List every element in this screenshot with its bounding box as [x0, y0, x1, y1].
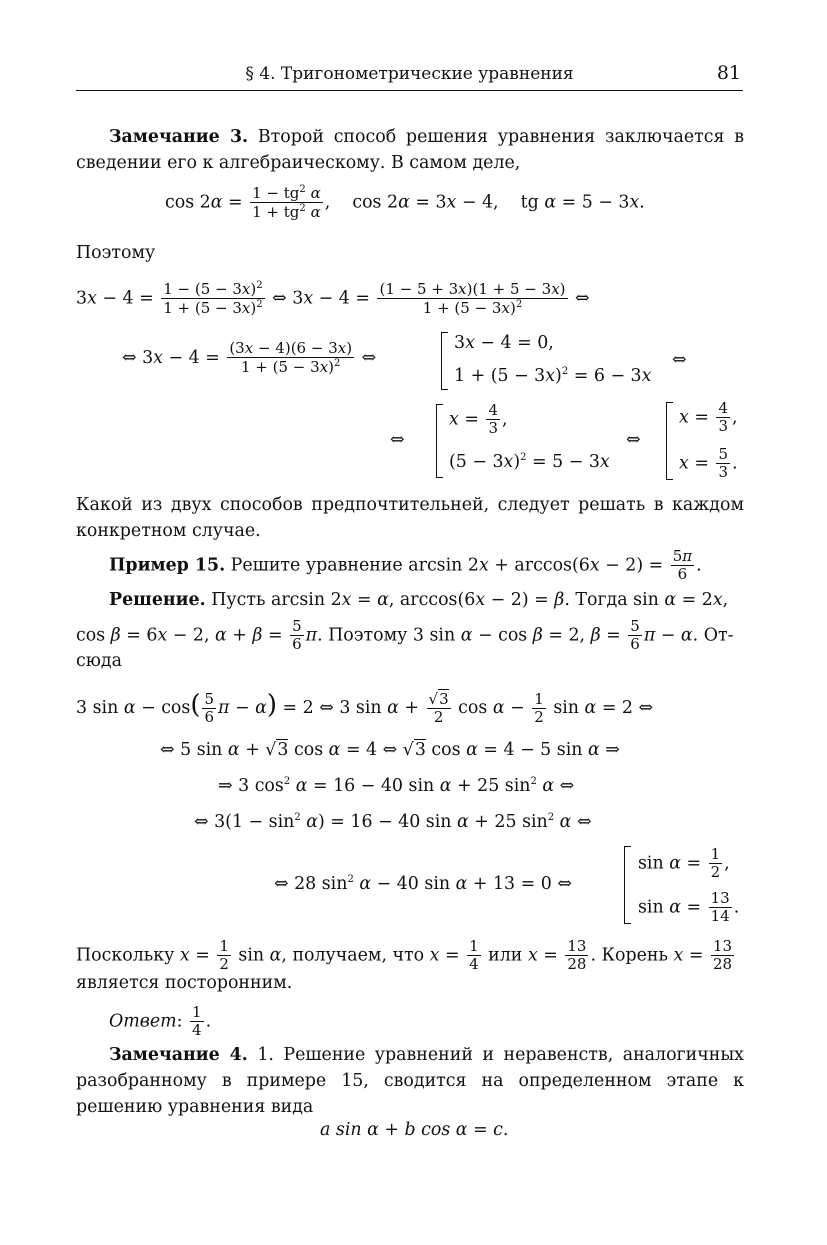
derivation-line-5: ⇔ 28 $\sin^2 \alpha - 40$ sin α + 13 = 0 ⇔ [274, 874, 572, 894]
solution-text: Поэтому [328, 625, 408, 646]
derivation-line-4: ⇔ $3(1 - \sin^2 \alpha) = 16 - 40$ sin α + 25 $\sin^2 \alpha$ ⇔ [194, 812, 592, 832]
formula-cos2a: cos 2α = $\frac{1 - tg^2 \alpha}{1 + tg^2 \alpha}$ , cos 2α = 3x − 4, tg α = 5 − 3x. [165, 184, 645, 222]
equiv-sign: ⇔ [390, 430, 405, 450]
example-15: Пример 15. Решите уравнение arcsin 2x + arccos(6x − 2) = $\frac{5\pi}{6}$ . [109, 547, 702, 584]
derivation-line-1: 3 sin α − cos( $\frac{5}{6}$ π − α) = 2 ⇔ 3 sin α + $\frac{√3}{2}$ cos α − $\frac{1}{2}$ sin α = 2 ⇔ [76, 689, 654, 726]
solution-line-1: Решение. Пусть arcsin 2x = α, arccos(6x − 2) = β. Тогда sin α = 2x, [109, 590, 729, 610]
running-header [76, 60, 743, 91]
system-3-row-1: x = $\frac{4}{3}$ , [679, 399, 738, 436]
system-2-row-2: $(5 - 3x)^2 = 5 - 3x$ [449, 452, 610, 472]
answer: Ответ: $\frac{1}{4}$ . [109, 1003, 212, 1040]
equation-line-1: 3x − 4 = $\frac{1 - (5 - 3x)^2}{1 + (5 - 3x)^2}$ ⇔ 3x − 4 = $\frac{(1 - 5 + 3x)(1 + 5 - 3x)}{1 + (5 - 3x)^2}$ ⇔ [76, 279, 590, 318]
remark-3-heading: Замечание 3. [109, 127, 249, 147]
page-number: 81 [716, 62, 741, 84]
solution-text: сюда [76, 651, 122, 671]
system-bracket-1 [441, 332, 448, 390]
system-1-row-1: 3x − 4 = 0, [454, 333, 554, 353]
remark-4-heading: Замечание 4. [109, 1045, 248, 1065]
remark-3-paragraph [76, 124, 744, 176]
section-title: § 4. Тригонометрические уравнения [245, 64, 574, 84]
equation-line-2: ⇔ 3x − 4 = $\frac{(3x - 4)(6 - 3x)}{1 + (5 - 3x)^2}$ ⇔ [122, 339, 377, 377]
choice-paragraph: Какой из двух способов предпочтительней, следует решать в каждом конкретном случае. [76, 495, 744, 541]
example-15-text: Решите уравнение [230, 555, 403, 576]
system-bracket-2 [436, 404, 443, 478]
example-15-heading: Пример 15. [109, 555, 226, 576]
system-4-row-2: sin α = $\frac{13}{14}$ . [638, 889, 740, 926]
solution-line-2: cos β = 6x − 2, α + β = $\frac{5}{6}$ π. Поэтому 3 sin α − cos β = 2, β = $\frac{5}{6}$ π − α. От- [76, 617, 734, 654]
conclusion-text: является посторонним. [76, 973, 293, 993]
conclusion-text: Корень [601, 945, 668, 966]
conclusion-text: Поскольку [76, 945, 175, 966]
system-2-row-1: x = $\frac{4}{3}$ , [449, 401, 508, 438]
solution-heading: Решение. [109, 590, 206, 610]
remark-4-paragraph [76, 1042, 744, 1120]
solution-text: Тогда [575, 590, 628, 610]
remark-3-text: Второй способ решения уравнения заключается в сведении его к алгебраическому. В самом деле, [76, 127, 744, 173]
system-1-row-2: $1 + (5 - 3x)^2 = 6 - 3x$ [454, 366, 652, 386]
answer-numerator: 1 [192, 1003, 202, 1021]
equiv-sign: ⇔ [626, 430, 641, 450]
remark-4-text: 1. Решение уравнений и неравенств, аналогичных разобранному в примере 15, сводится на определенном этапе к решению уравнения вида [76, 1045, 744, 1117]
remark-4-equation: a sin α + b cos α = c. [320, 1120, 509, 1140]
system-3-row-2: x = $\frac{5}{3}$ . [679, 445, 738, 482]
conclusion-line-1: Поскольку x = $\frac{1}{2}$ sin α, получаем, что x = $\frac{1}{4}$ или x = $\frac{13}{28}$ . Корень x = $\frac{13}{28}$ [76, 937, 733, 974]
answer-label: Ответ [109, 1011, 177, 1032]
derivation-line-3: ⇒ 3 $\cos^2 \alpha = 16 - 40$ sin α + 25 $\sin^2 \alpha$ ⇔ [218, 776, 575, 796]
system-bracket-4 [624, 846, 631, 924]
conclusion-text: или [488, 945, 523, 966]
conclusion-text: получаем, что [292, 945, 425, 966]
derivation-line-2: ⇔ 5 sin α + √3 cos α = 4 ⇔ √3 cos α = 4 − 5 sin α ⇒ [160, 740, 620, 760]
solution-text: Пусть [211, 590, 266, 610]
system-bracket-3 [666, 402, 673, 480]
therefore-text: Поэтому [76, 243, 156, 263]
equiv-sign: ⇔ [672, 350, 687, 370]
answer-denominator: 4 [192, 1021, 202, 1040]
system-4-row-1: sin α = $\frac{1}{2}$ , [638, 845, 730, 882]
solution-text: От- [703, 625, 734, 646]
